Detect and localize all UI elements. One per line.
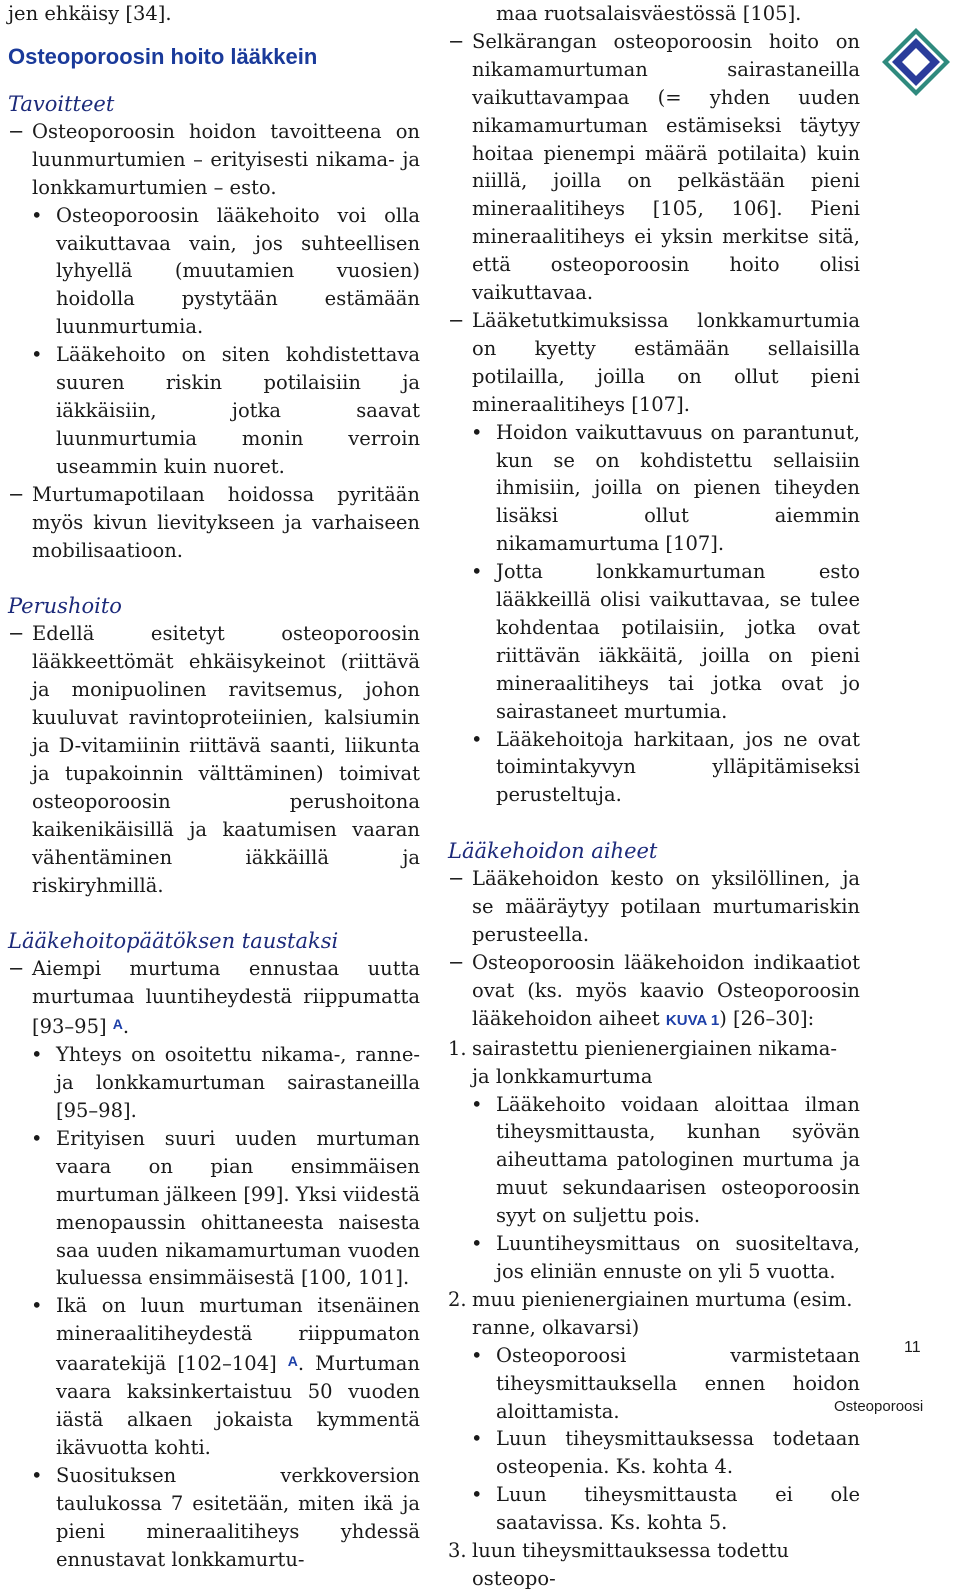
figure-reference-link[interactable]: KUVA 1 [665, 1011, 720, 1029]
list-item: − Selkärangan osteoporoosin hoito on nikamamurtuman sairastaneilla vaikuttavampaa (= yhden uuden nikamamurtuman estämiseksi täytyy hoitaa pienempi määrä potilaita) kuin niillä, joilla on pelkästään pieni mineraalitiheys [105, 106]. Pieni mineraalitiheys ei yksin merkitse sitä, että osteoporoosin hoito olisi vaikuttavaa. [448, 28, 860, 307]
list-item: • Osteoporoosi varmistetaan tiheysmittauksella ennen hoidon aloittamista. [448, 1342, 860, 1426]
list-item: • Suosituksen verkkoversion taulukossa 7 esitetään, miten ikä ja pieni mineraalitiheys yhdessä ennustavat lonkkamurtu- [8, 1462, 420, 1574]
list-item: • Lääkehoito on siten kohdistettava suuren riskin potilaisiin ja iäkkäisiin, jotka saavat luunmurtumia monin verroin useammin kuin nuoret. [8, 341, 420, 481]
list-item: • Erityisen suuri uuden murtuman vaara on pian ensimmäisen murtuman jälkeen [99]. Yksi viidestä menopaussin ohittaneesta naisesta saa uuden nikamamurtuman vuoden kuluessa ensimmäisestä [100, 101]. [8, 1125, 420, 1292]
footer-title: Osteoporoosi [834, 1398, 924, 1415]
heading-taustaksi: Lääkehoitopäätöksen taustaksi [8, 929, 339, 954]
numbered-item: 2. muu pienienergiainen murtuma (esim. ranne, olkavarsi) [448, 1287, 853, 1339]
list-item: • Ikä on luun murtuman itsenäinen mineraalitiheydestä riippumaton vaaratekijä [102–104] $^A$. Murtuman vaara kaksinkertaistuu 50 vuoden iästä alkaen jokaista kymmentä ikävuotta kohti. [8, 1292, 420, 1461]
list-item: • Lääkehoito voidaan aloittaa ilman tiheysmittausta, kunhan syövän aiheuttama patologinen murtuma ja muut sekundaarisen osteoporoosin syyt on suljettu pois. [448, 1091, 860, 1231]
continued-text: maa ruotsalaisväestössä [105]. [496, 2, 802, 25]
page-number: 11 [904, 1339, 921, 1356]
heading-perushoito: Perushoito [8, 594, 122, 619]
list-item: − Lääkehoidon kesto on yksilöllinen, ja se määräytyy potilaan murtumariskin perusteella. [448, 865, 860, 949]
heading-tavoitteet: Tavoitteet [8, 91, 115, 116]
list-item: • Yhteys on osoitettu nikama-, ranne- ja lonkkamurtuman sairastaneilla [95–98]. [8, 1041, 420, 1125]
list-item: • Luun tiheysmittausta ei ole saatavissa. Ks. kohta 5. [448, 1481, 860, 1537]
list-item: − Murtumapotilaan hoidossa pyritään myös kivun lievitykseen ja varhaiseen mobilisaatioon. [8, 481, 420, 565]
list-item: • Hoidon vaikuttavuus on parantunut, kun se on kohdistettu sellaisiin ihmisiin, joilla on pienen tiheyden lisäksi ollut aiemmin nikamamurtuma [107]. [448, 419, 860, 559]
left-column [8, 0, 420, 1573]
list-item: − Edellä esitetyt osteoporoosin lääkkeettömät ehkäisykeinot (riittävä ja monipuolinen ravitsemus, johon kuuluvat ravintoproteiinien, kalsiumin ja D-vitamiinin riittävä saanti, liikunta ja tupakoinnin välttäminen) toimivat osteoporoosin perushoitona kaikenikäisillä ja kaatumisen vaaran vähentäminen iäkkäillä ja riskiryhmillä. [8, 620, 420, 899]
list-item: • Luuntiheysmittaus on suositeltava, jos eliniän ennuste on yli 5 vuotta. [448, 1230, 860, 1286]
list-item: • Jotta lonkkamurtuman esto lääkkeillä olisi vaikuttavaa, se tulee kohdentaa potilaisiin, jotka ovat riittävän iäkkäitä, joilla on pieni mineraalitiheys tai jotka ovat jo sairastaneet murtumia. [448, 558, 860, 725]
evidence-grade: A [287, 1353, 298, 1370]
list-item: − Osteoporoosin hoidon tavoitteena on luunmurtumien – erityisesti nikama- ja lonkkamurtumien – esto. [8, 118, 420, 202]
list-item: − Lääketutkimuksissa lonkkamurtumia on kyetty estämään sellaisilla potilailla, joilla on ollut pieni mineraalitiheys [107]. [448, 307, 860, 419]
list-item: • Osteoporoosin lääkehoito voi olla vaikuttavaa vain, jos suhteellisen lyhyellä (muutamien vuosien) hoidolla pystytään estämään luunmurtumia. [8, 202, 420, 342]
diamond-logo-icon [880, 26, 952, 98]
list-item: − Aiempi murtuma ennustaa uutta murtumaa luuntiheydestä riippumatta [93–95] $^A$. [8, 955, 420, 1041]
section-title: Osteoporoosin hoito lääkkein [8, 43, 318, 69]
intro-text: jen ehkäisy [34]. [8, 2, 172, 25]
right-column [448, 0, 860, 1593]
list-item: • Luun tiheysmittauksessa todetaan osteopenia. Ks. kohta 4. [448, 1425, 860, 1481]
numbered-item: 3. luun tiheysmittauksessa todettu osteopo- [448, 1539, 789, 1590]
numbered-item: 1. sairastettu pienienergiainen nikama- ja lonkkamurtuma [448, 1036, 838, 1088]
heading-aiheet: Lääkehoidon aiheet [448, 839, 658, 864]
evidence-grade: A [112, 1016, 123, 1033]
list-item: − Osteoporoosin lääkehoidon indikaatiot ovat (ks. myös kaavio Osteoporoosin lääkehoidon aiheet KUVA 1) [26–30]: [448, 949, 860, 1035]
list-item: • Lääkehoitoja harkitaan, jos ne ovat toimintakyvyn ylläpitämiseksi perusteltuja. [448, 726, 860, 810]
